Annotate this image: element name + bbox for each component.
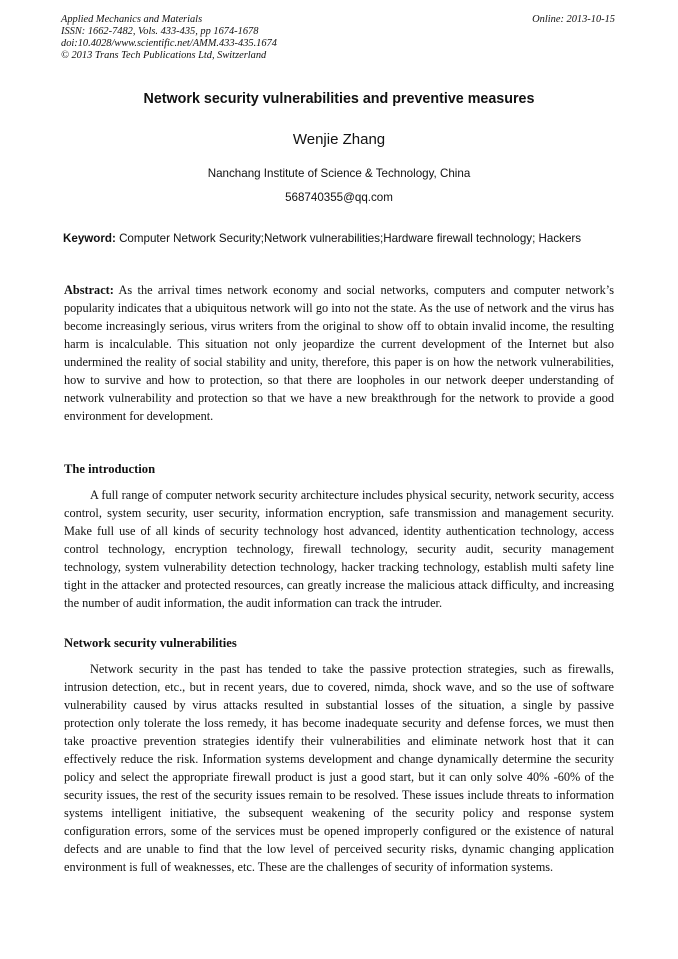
issn-line: ISSN: 1662-7482, Vols. 433-435, pp 1674-1678 [61, 26, 259, 37]
journal-header [61, 14, 277, 62]
journal-name: Applied Mechanics and Materials [61, 14, 203, 25]
section-paragraph-introduction: A full range of computer network security architecture includes physical security, network security, access control, system security, user security, information encryption, safe transmission and management security. Make full use of all kinds of security technology host advanced, identity authentication technology, access control technology, encryption technology, firewall technology, security audit, security management technology, system vulnerability detection technology, hacker tracking technology, establish multi safety line tight in the attacker and protected resources, can greatly increase the malicious attack difficulty, and increasing the number of audit information, the audit information can track the intruder. [64, 488, 614, 610]
author-name: Wenjie Zhang [292, 131, 386, 148]
keywords-label: Keyword: [63, 232, 116, 245]
affiliation: Nanchang Institute of Science & Technology, China [207, 167, 471, 180]
section-heading-vulnerabilities: Network security vulnerabilities [64, 636, 237, 650]
section-paragraph-vulnerabilities: Network security in the past has tended to take the passive protection strategies, such as firewalls, intrusion detection, etc., but in recent years, due to covered, nimda, shock wave, and so the use of software vulnerability caused by virus attacks resulted in substantial losses of the situation, a single by passive protection only tolerate the loss remedy, it has become inadequate security and defense forces, we must then take proactive prevention strategies identify their vulnerabilities and eliminate network host that it can effectively reduce the risk. Information systems development and change dynamically determine the security policy and select the appropriate firewall product is just a good start, but it can only solve 40% -60% of the security issues, the rest of the security issues remain to be resolved. These issues include threats to information systems intelligent initiative, the subsequent weakening of the security policy and response system configuration errors, some of the services must be opened improperly configured or the existence of natural defects and are unable to find that the low level of perceived security risks, dynamic changing application environment is full of weaknesses, etc. These are the challenges of security of information systems. [64, 662, 614, 874]
keywords-text: Computer Network Security;Network vulnerabilities;Hardware firewall technology; Hackers [119, 232, 582, 245]
paper-title: Network security vulnerabilities and preventive measures [143, 91, 535, 107]
abstract-label: Abstract: [64, 283, 114, 297]
abstract [64, 281, 614, 425]
doi-line: doi:10.4028/www.scientific.net/AMM.433-435.1674 [61, 38, 277, 49]
author-email: 568740355@qq.com [285, 191, 393, 204]
section-heading-introduction: The introduction [64, 462, 156, 476]
copyright-line: © 2013 Trans Tech Publications Ltd, Switzerland [61, 50, 267, 61]
keywords [63, 230, 613, 247]
online-date: Online: 2013-10-15 [532, 14, 615, 25]
abstract-text: As the arrival times network economy and social networks, computers and computer network’s popularity indicates that a ubiquitous network will go into not the state. As the use of network and the virus has become increasingly serious, virus writers from the original to show off to obtain invalid income, the resulting harm is incalculable. This situation not only jeopardize the current development of the Internet but also undermined the reality of social stability and unity, therefore, this paper is on how the network vulnerabilities, how to survive and how to protection, so that there are loopholes in our network deeper understanding of network vulnerability and protection so that we have a new breakthrough for the network to provide a good environment for development. [64, 283, 614, 423]
